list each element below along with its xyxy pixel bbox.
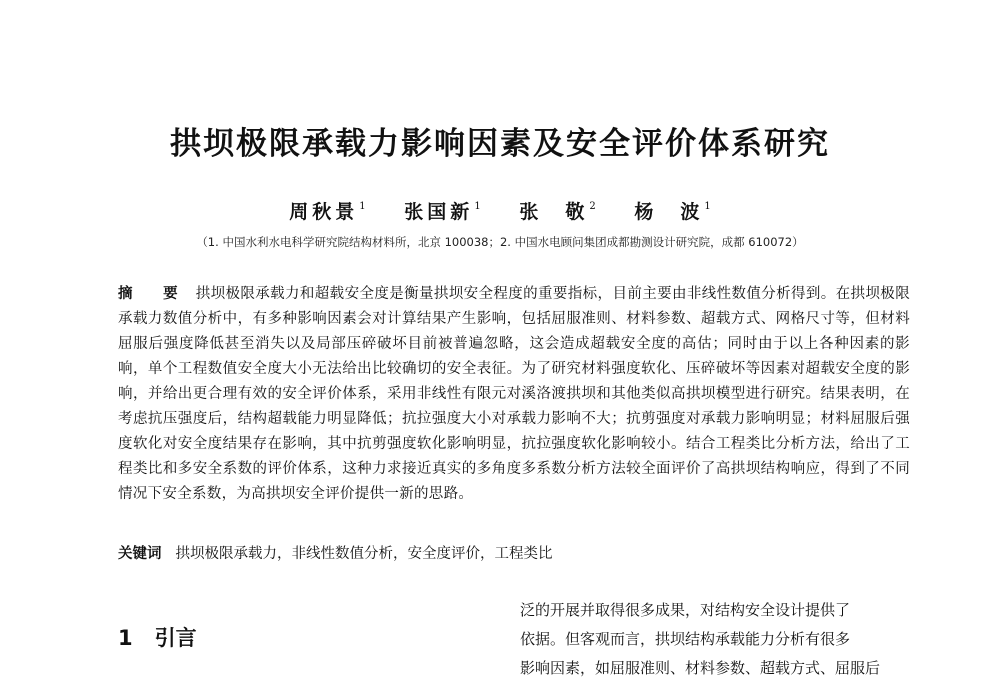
author-affil-marker: 1 [359,201,366,212]
author [519,197,595,224]
keywords-label: 关键词 [118,546,162,562]
keywords [118,542,910,567]
paper-title: 拱坝极限承载力影响因素及安全评价体系研究 [170,126,830,162]
section-number: 1 [118,626,133,650]
author-affil-marker: 1 [704,201,711,212]
abstract-text: 拱坝极限承载力和超载安全度是衡量拱坝安全程度的重要指标，目前主要由非线性数值分析得到。在拱坝极限承载力数值分析中，有多种影响因素会对计算结果产生影响，包括屈服准则、材料参数、超载方式、网格尺寸等，但材料屈服后强度降低甚至消失以及局部压碎破坏目前被普遍忽略，这会造成超载安全度的高估；同时由于以上各种因素的影响，单个工程数值安全度大小无法给出比较确切的安全表征。为了研究材料强度软化、压碎破坏等因素对超载安全度的影响，并给出更合理有效的安全评价体系，采用非线性有限元对溪洛渡拱坝和其他类似高拱坝模型进行研究。结果表明，在考虑抗压强度后，结构超载能力明显降低；抗拉强度大小对承载力影响不大；抗剪强度对承载力影响明显；材料屈服后强度软化对安全度结果存在影响，其中抗剪强度软化影响明显，抗拉强度软化影响较小。结合工程类比分析方法，给出了工程类比和多安全系数的评价体系，这种力求接近真实的多角度多系数分析方法较全面评价了高拱坝结构响应，得到了不同情况下安全系数，为高拱坝安全评价提供一新的思路。 [118,286,910,502]
author-name: 张国新 [404,201,474,223]
author-list [0,197,1000,224]
section-heading [118,622,197,652]
author-affil-marker: 1 [474,201,481,212]
author-name: 张 敬 [519,201,589,223]
section-title: 引言 [154,626,197,650]
body-line: 影响因素，如屈服准则、材料参数、超载方式、屈服后 [520,659,881,677]
author-name: 周秋景 [289,201,359,223]
body-text-column [520,596,910,683]
author-name: 杨 波 [634,201,704,223]
abstract [118,282,910,507]
abstract-label: 摘 要 [118,286,186,302]
author [289,197,365,224]
body-line: 依据。但客观而言，拱坝结构承载能力分析有很多 [520,630,851,648]
keywords-text: 拱坝极限承载力，非线性数值分析，安全度评价，工程类比 [175,546,553,562]
author-affil-marker: 2 [589,201,596,212]
author [634,197,710,224]
affiliations: （1. 中国水利水电科学研究院结构材料所，北京 100038；2. 中国水电顾问集团成都勘测设计研究院，成都 610072） [196,235,804,249]
body-line: 泛的开展并取得很多成果，对结构安全设计提供了 [520,601,851,619]
author [404,197,480,224]
